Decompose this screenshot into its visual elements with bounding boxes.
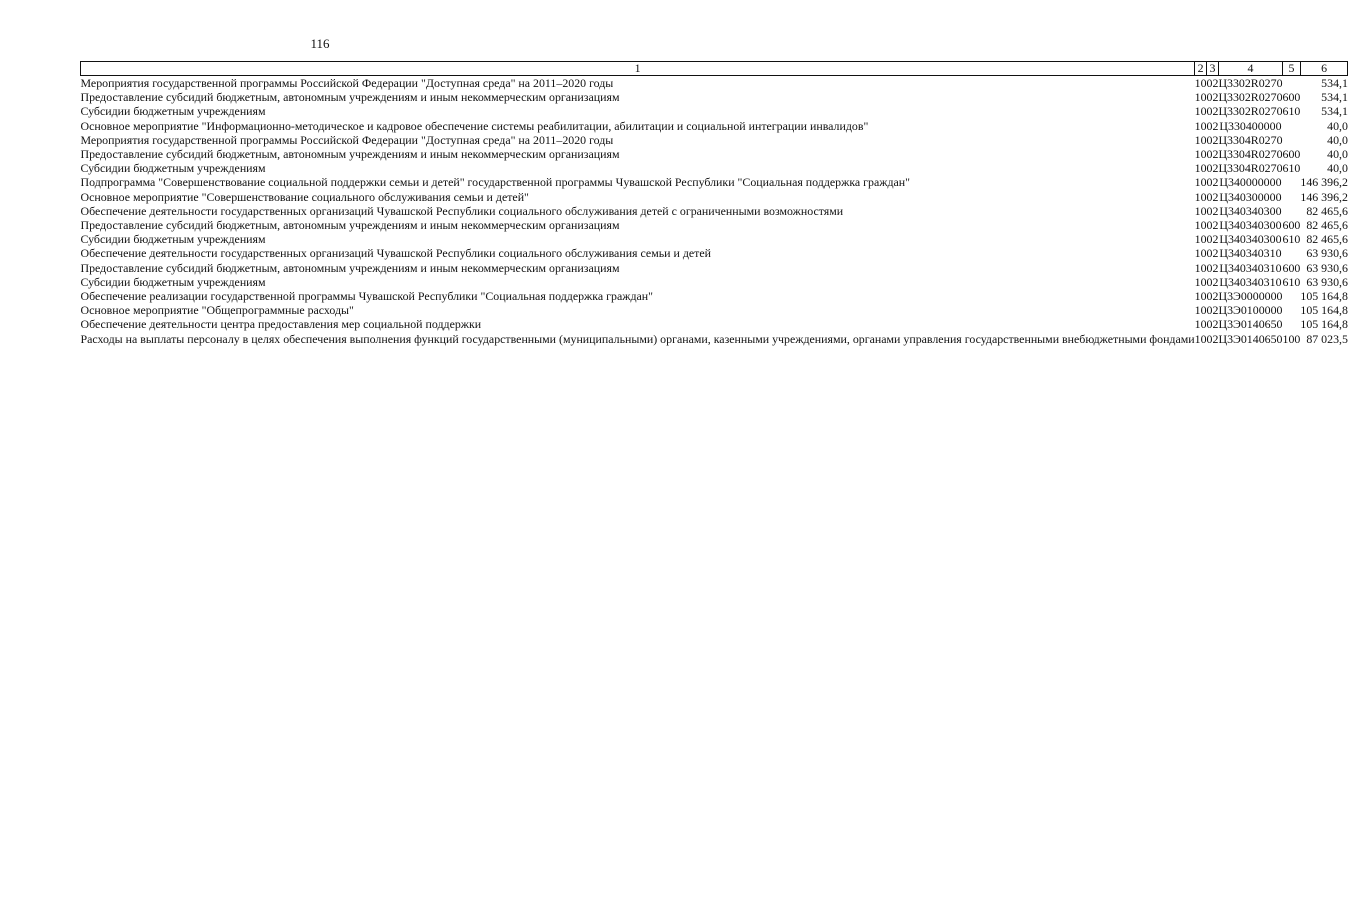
table-row <box>81 232 1348 246</box>
table-row <box>81 76 1348 91</box>
row-section-cell: 10 <box>1194 104 1207 119</box>
row-expense-type-cell: 610 <box>1282 161 1301 176</box>
row-section-cell: 10 <box>1194 76 1207 90</box>
row-subsection-cell: 02 <box>1206 147 1219 162</box>
row-name-cell: Основное мероприятие "Совершенствование социального обслуживания семьи и детей" <box>80 189 529 204</box>
row-target-article-cell: Ц3Э0140650 <box>1218 317 1283 332</box>
row-expense-type-cell <box>1283 133 1301 147</box>
row-amount-cell: 40,0 <box>1327 132 1348 147</box>
row-name-cell: Субсидии бюджетным учреждениям <box>80 104 266 119</box>
row-section-cell: 10 <box>1194 189 1207 204</box>
column-header-expense-type: 5 <box>1283 62 1301 76</box>
table-row <box>81 261 1348 275</box>
row-subsection-cell: 02 <box>1206 331 1219 346</box>
row-expense-type-cell: 600 <box>1282 218 1301 233</box>
row-expense-type-cell <box>1283 246 1301 260</box>
row-subsection-cell: 02 <box>1206 218 1219 233</box>
row-section-cell: 10 <box>1194 175 1207 190</box>
row-target-article-cell: Ц340000000 <box>1219 175 1282 190</box>
row-expense-type-cell <box>1283 204 1301 218</box>
row-subsection-cell: 02 <box>1206 118 1219 133</box>
row-subsection-cell: 02 <box>1206 175 1219 190</box>
table-row <box>81 246 1348 260</box>
row-target-article-cell: Ц340340300 <box>1219 232 1282 247</box>
table-row <box>81 147 1348 161</box>
row-name-cell: Обеспечение реализации государственной программы Чувашской Республики "Социальная поддержка граждан" <box>80 289 653 304</box>
table-row <box>81 104 1348 118</box>
row-amount-cell: 63 930,6 <box>1306 260 1348 275</box>
row-expense-type-cell <box>1283 76 1301 91</box>
row-section-cell: 10 <box>1194 218 1207 233</box>
table-body <box>81 76 1348 346</box>
budget-table <box>80 61 1348 346</box>
row-expense-type-cell: 600 <box>1282 90 1301 105</box>
row-target-article-cell: Ц3Э0140650 <box>1218 331 1283 346</box>
column-header-section: 2 <box>1195 62 1207 76</box>
row-amount-cell: 105 164,8 <box>1300 303 1348 318</box>
row-expense-type-cell <box>1283 190 1301 204</box>
row-amount-cell: 63 930,6 <box>1306 246 1348 261</box>
row-subsection-cell: 02 <box>1206 104 1219 119</box>
row-name-cell: Субсидии бюджетным учреждениям <box>80 274 266 289</box>
row-amount-cell: 534,1 <box>1321 90 1348 105</box>
row-subsection-cell: 02 <box>1206 232 1219 247</box>
row-subsection-cell: 02 <box>1206 246 1219 261</box>
row-amount-cell: 82 465,6 <box>1306 203 1348 218</box>
table-row <box>81 90 1348 104</box>
row-amount-cell: 105 164,8 <box>1300 317 1348 332</box>
row-name-cell: Обеспечение деятельности центра предоставления мер социальной поддержки <box>80 317 482 332</box>
table-row <box>81 133 1348 147</box>
row-subsection-cell: 02 <box>1206 90 1219 105</box>
row-target-article-cell: Ц3Э0100000 <box>1218 303 1283 318</box>
table-row <box>81 119 1348 133</box>
row-name-cell: Субсидии бюджетным учреждениям <box>80 232 266 247</box>
table-row <box>81 275 1348 289</box>
row-subsection-cell: 02 <box>1206 76 1219 90</box>
row-name-cell: Предоставление субсидий бюджетным, автономным учреждениям и иным некоммерческим организациям <box>80 90 620 105</box>
column-header-target-article: 4 <box>1218 62 1282 76</box>
row-target-article-cell: Ц3304R0270 <box>1218 147 1283 162</box>
row-expense-type-cell: 100 <box>1282 331 1301 346</box>
row-amount-cell: 146 396,2 <box>1300 175 1348 190</box>
row-expense-type-cell <box>1283 317 1301 331</box>
table-row <box>81 289 1348 303</box>
row-name-cell: Расходы на выплаты персоналу в целях обеспечения выполнения функций государственными (муниципальными) органами, казенными учреждениями, органами управления государственными внебюджетными фондами <box>80 331 1195 346</box>
row-target-article-cell: Ц3Э0000000 <box>1218 289 1283 304</box>
column-header-name: 1 <box>81 62 1195 76</box>
table-row <box>81 175 1348 189</box>
row-section-cell: 10 <box>1194 161 1207 176</box>
row-section-cell: 10 <box>1194 289 1207 304</box>
row-target-article-cell: Ц340340310 <box>1219 260 1282 275</box>
row-section-cell: 10 <box>1194 246 1207 261</box>
row-section-cell: 10 <box>1194 203 1207 218</box>
row-amount-cell: 105 164,8 <box>1300 289 1348 304</box>
row-name-cell: Обеспечение деятельности государственных организаций Чувашской Республики социального обслуживания семьи и детей <box>80 246 711 261</box>
row-name-cell: Субсидии бюджетным учреждениям <box>80 161 266 176</box>
row-name-cell: Основное мероприятие "Информационно-методическое и кадровое обеспечение системы реабилитации, абилитации и социальной интеграции инвалидов" <box>80 118 869 133</box>
row-section-cell: 10 <box>1194 232 1207 247</box>
row-name-cell: Предоставление субсидий бюджетным, автономным учреждениям и иным некоммерческим организациям <box>80 218 620 233</box>
table-row <box>81 317 1348 331</box>
table-row <box>81 303 1348 317</box>
row-expense-type-cell <box>1283 119 1301 133</box>
row-name-cell: Основное мероприятие "Общепрограммные расходы" <box>80 303 354 318</box>
row-name-cell: Обеспечение деятельности государственных организаций Чувашской Республики социального обслуживания детей с ограниченными возможностями <box>80 203 844 218</box>
row-section-cell: 10 <box>1194 274 1207 289</box>
row-section-cell: 10 <box>1194 147 1207 162</box>
row-subsection-cell: 02 <box>1206 289 1219 304</box>
row-amount-cell: 40,0 <box>1327 147 1348 162</box>
row-expense-type-cell <box>1283 175 1301 189</box>
table-row <box>81 218 1348 232</box>
table-row <box>81 204 1348 218</box>
row-amount-cell: 87 023,5 <box>1306 331 1348 346</box>
row-expense-type-cell <box>1283 303 1301 317</box>
row-target-article-cell: Ц3302R0270 <box>1218 90 1283 105</box>
row-amount-cell: 534,1 <box>1321 104 1348 119</box>
row-expense-type-cell: 600 <box>1282 260 1301 275</box>
row-expense-type-cell: 600 <box>1282 147 1301 162</box>
row-section-cell: 10 <box>1194 331 1207 346</box>
row-target-article-cell: Ц340300000 <box>1219 189 1282 204</box>
row-amount-cell: 40,0 <box>1327 161 1348 176</box>
table-header-row <box>81 62 1348 76</box>
row-section-cell: 10 <box>1194 260 1207 275</box>
row-section-cell: 10 <box>1194 118 1207 133</box>
table-row <box>81 190 1348 204</box>
row-expense-type-cell: 610 <box>1282 274 1301 289</box>
row-target-article-cell: Ц3302R0270 <box>1218 104 1283 119</box>
row-subsection-cell: 02 <box>1206 203 1219 218</box>
row-name-cell: Предоставление субсидий бюджетным, автономным учреждениям и иным некоммерческим организациям <box>80 260 620 275</box>
row-target-article-cell: Ц340340310 <box>1219 274 1282 289</box>
row-subsection-cell: 02 <box>1206 189 1219 204</box>
row-expense-type-cell: 610 <box>1282 232 1301 247</box>
row-expense-type-cell <box>1283 289 1301 303</box>
row-section-cell: 10 <box>1194 317 1207 332</box>
row-amount-cell: 82 465,6 <box>1306 218 1348 233</box>
row-amount-cell: 146 396,2 <box>1300 189 1348 204</box>
row-target-article-cell: Ц3304R0270 <box>1218 161 1283 176</box>
row-target-article-cell: Ц340340310 <box>1219 246 1282 261</box>
row-subsection-cell: 02 <box>1206 132 1219 147</box>
row-target-article-cell: Ц330400000 <box>1219 118 1282 133</box>
row-target-article-cell: Ц3304R0270 <box>1218 132 1283 147</box>
row-amount-cell: 534,1 <box>1321 76 1348 90</box>
page-number: 116 <box>310 36 330 51</box>
row-section-cell: 10 <box>1194 90 1207 105</box>
row-subsection-cell: 02 <box>1206 260 1219 275</box>
row-subsection-cell: 02 <box>1206 161 1219 176</box>
column-header-amount: 6 <box>1300 62 1348 76</box>
table-row <box>81 332 1348 346</box>
row-section-cell: 10 <box>1194 303 1207 318</box>
row-subsection-cell: 02 <box>1206 317 1219 332</box>
row-target-article-cell: Ц340340300 <box>1219 218 1282 233</box>
row-amount-cell: 82 465,6 <box>1306 232 1348 247</box>
row-expense-type-cell: 610 <box>1282 104 1301 119</box>
row-name-cell: Мероприятия государственной программы Российской Федерации "Доступная среда" на 2011–2020 годы <box>80 76 614 90</box>
row-amount-cell: 63 930,6 <box>1306 274 1348 289</box>
row-name-cell: Предоставление субсидий бюджетным, автономным учреждениям и иным некоммерческим организациям <box>80 147 620 162</box>
table-row <box>81 161 1348 175</box>
row-amount-cell: 40,0 <box>1327 118 1348 133</box>
row-target-article-cell: Ц3302R0270 <box>1218 76 1283 90</box>
row-name-cell: Мероприятия государственной программы Российской Федерации "Доступная среда" на 2011–2020 годы <box>80 132 614 147</box>
row-target-article-cell: Ц340340300 <box>1219 203 1282 218</box>
row-subsection-cell: 02 <box>1206 303 1219 318</box>
row-name-cell: Подпрограмма "Совершенствование социальной поддержки семьи и детей" государственной программы Чувашской Республики "Социальная поддержка граждан" <box>80 175 911 190</box>
column-header-subsection: 3 <box>1207 62 1219 76</box>
row-subsection-cell: 02 <box>1206 274 1219 289</box>
row-section-cell: 10 <box>1194 132 1207 147</box>
